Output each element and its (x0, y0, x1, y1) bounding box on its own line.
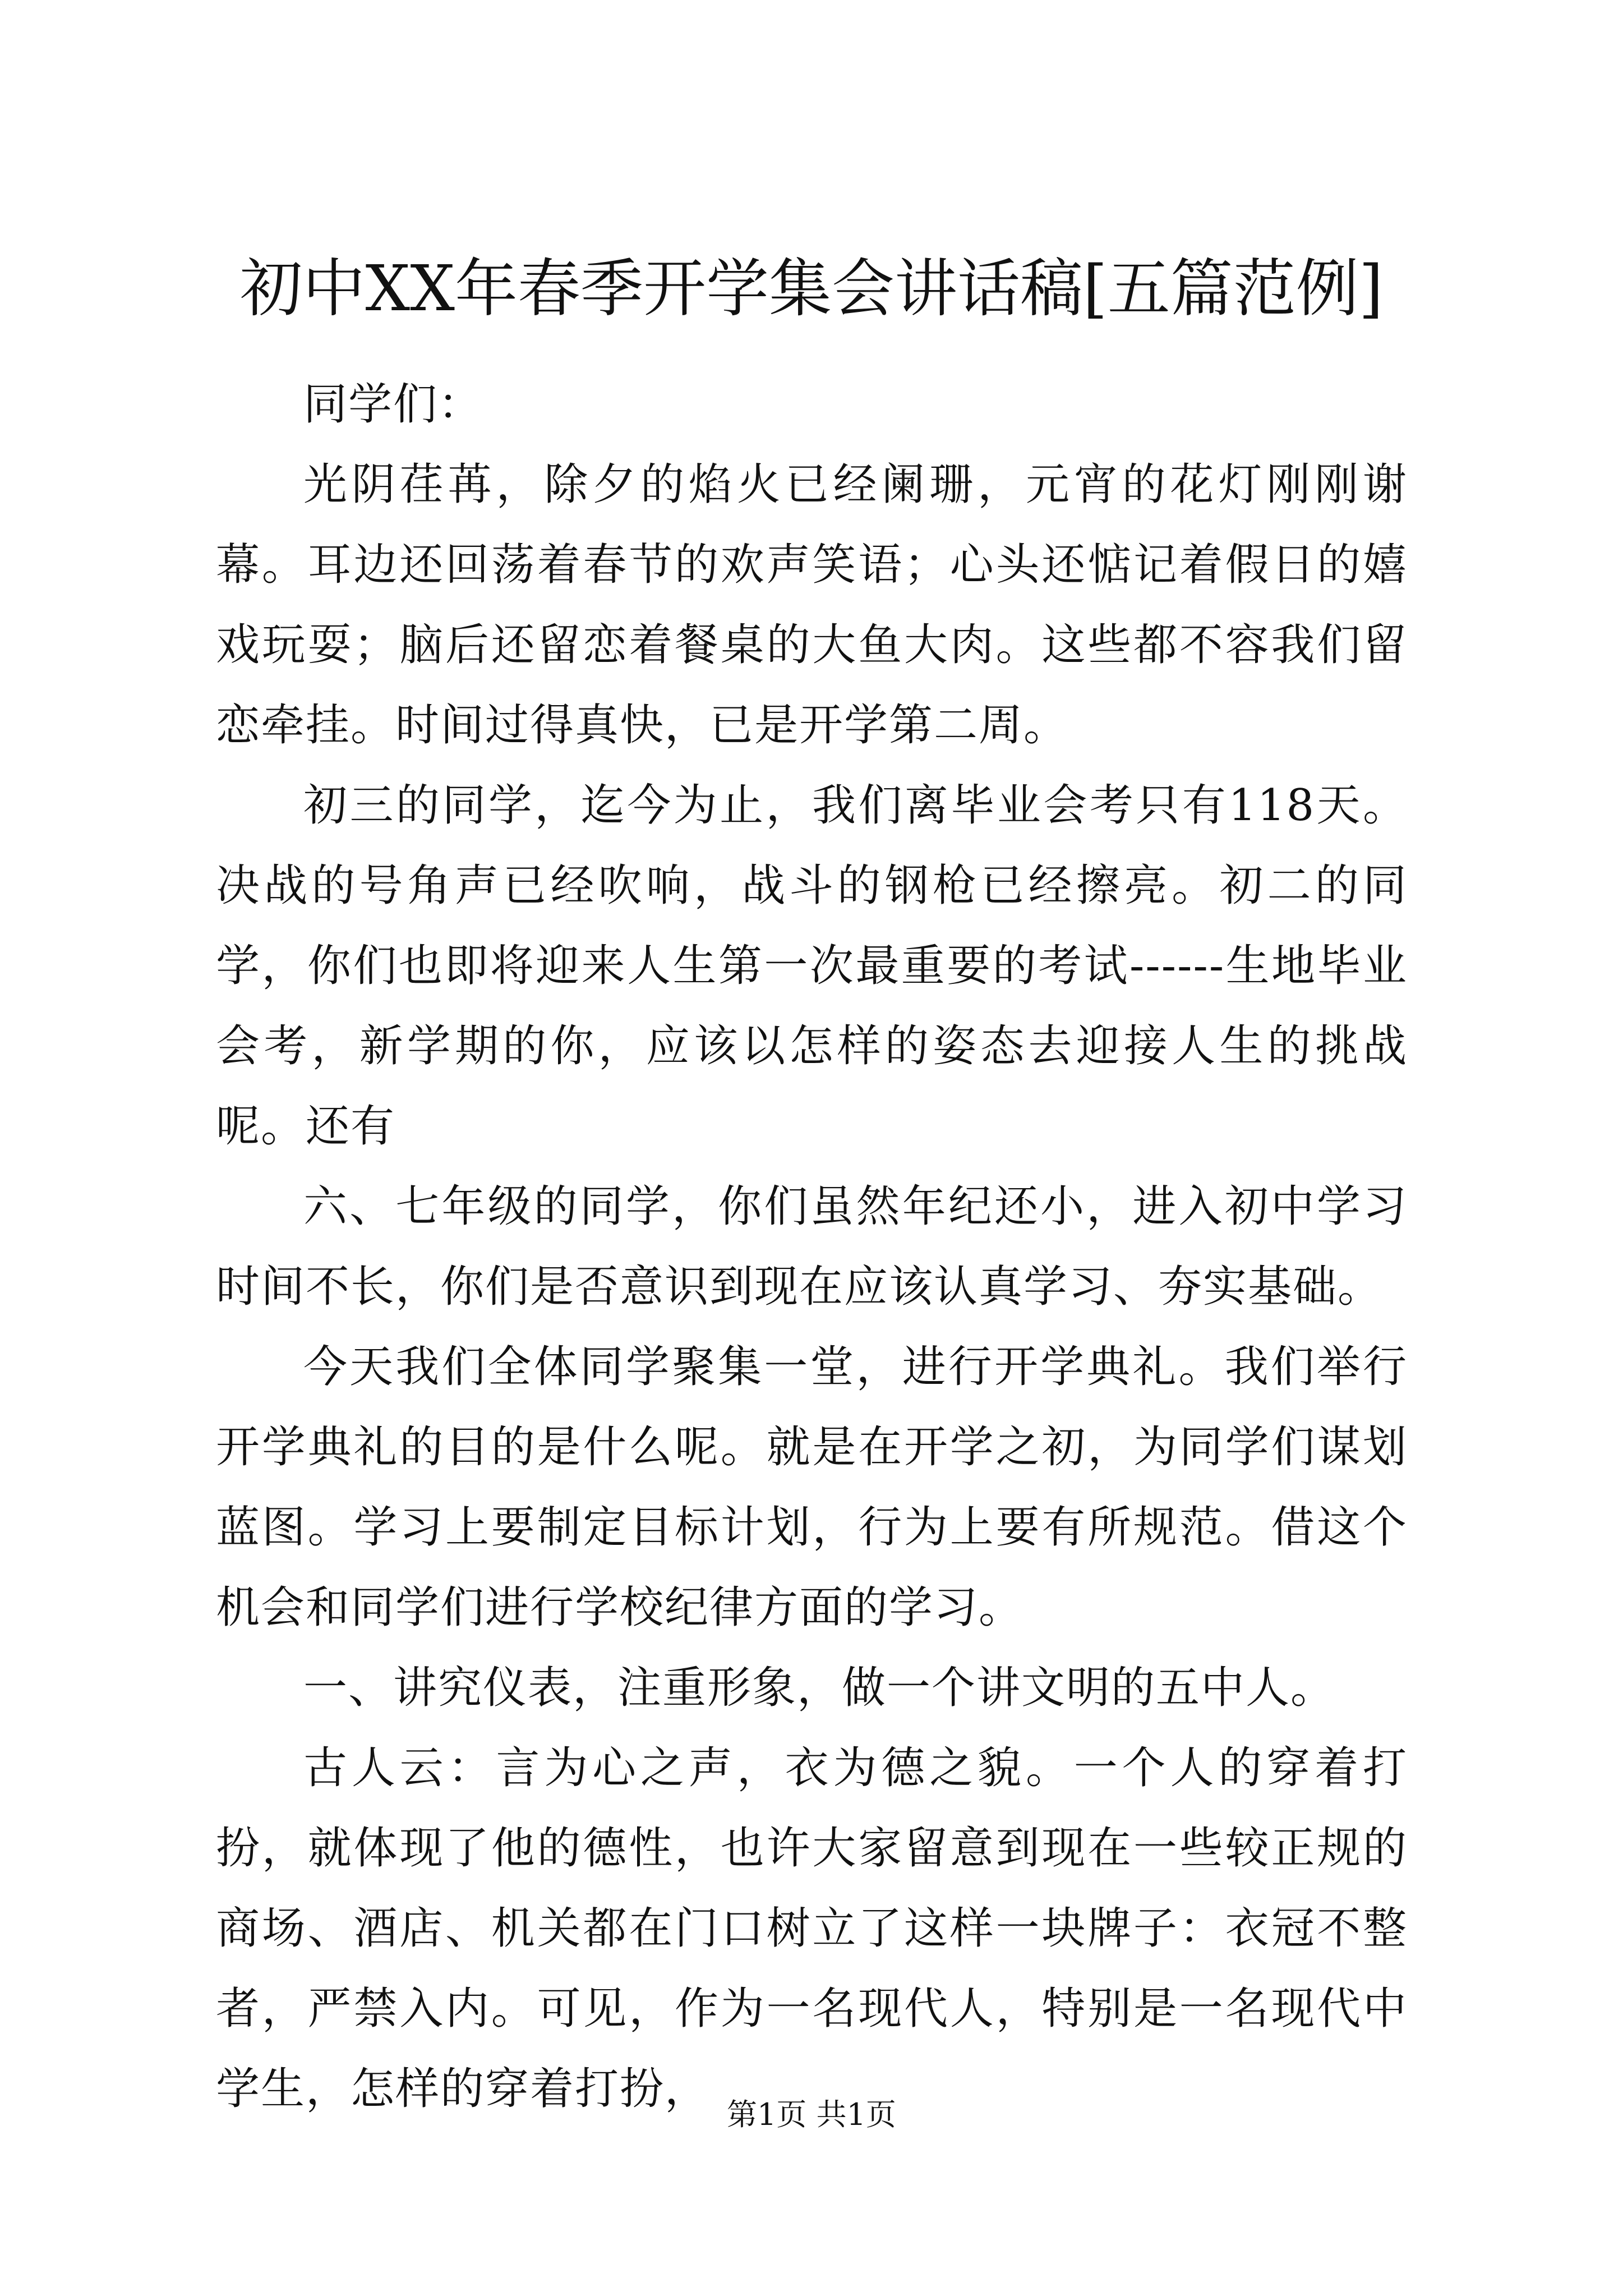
document-title: 初中XX年春季开学集会讲话稿[五篇范例] (239, 252, 1384, 325)
paragraph-salutation: 同学们： (303, 379, 483, 430)
paragraph: 初三的同学，迄今为止，我们离毕业会考只有118天。决战的号角声已经吹响，战斗的钢枪已经擦亮。初二的同学，你们也即将迎来人生第一次最重要的考试------生地毕业会考，新学期的你，应该以怎样的姿态去迎接人生的挑战呢。还有 (216, 780, 1408, 1152)
document-body (216, 365, 1408, 2129)
paragraph: 光阴荏苒，除夕的焰火已经阑珊，元宵的花灯刚刚谢幕。耳边还回荡着春节的欢声笑语；心头还惦记着假日的嬉戏玩耍；脑后还留恋着餐桌的大鱼大肉。这些都不容我们留恋牵挂。时间过得真快，已是开学第二周。 (216, 459, 1408, 751)
page-footer: 第1页 共1页 (727, 2097, 896, 2132)
paragraph: 六、七年级的同学，你们虽然年纪还小，进入初中学习时间不长，你们是否意识到现在应该认真学习、夯实基础。 (216, 1181, 1408, 1312)
paragraph: 今天我们全体同学聚集一堂，进行开学典礼。我们举行开学典礼的目的是什么呢。就是在开学之初，为同学们谋划蓝图。学习上要制定目标计划，行为上要有所规范。借这个机会和同学们进行学校纪律方面的学习。 (216, 1342, 1408, 1633)
section-heading: 一、讲究仪表，注重形象，做一个讲文明的五中人。 (303, 1663, 1336, 1713)
paragraph: 古人云：言为心之声，衣为德之貌。一个人的穿着打扮，就体现了他的德性，也许大家留意到现在一些较正规的商场、酒店、机关都在门口树立了这样一块牌子：衣冠不整者，严禁入内。可见，作为一名现代人，特别是一名现代中学生，怎样的穿着打扮， (216, 1743, 1408, 2114)
